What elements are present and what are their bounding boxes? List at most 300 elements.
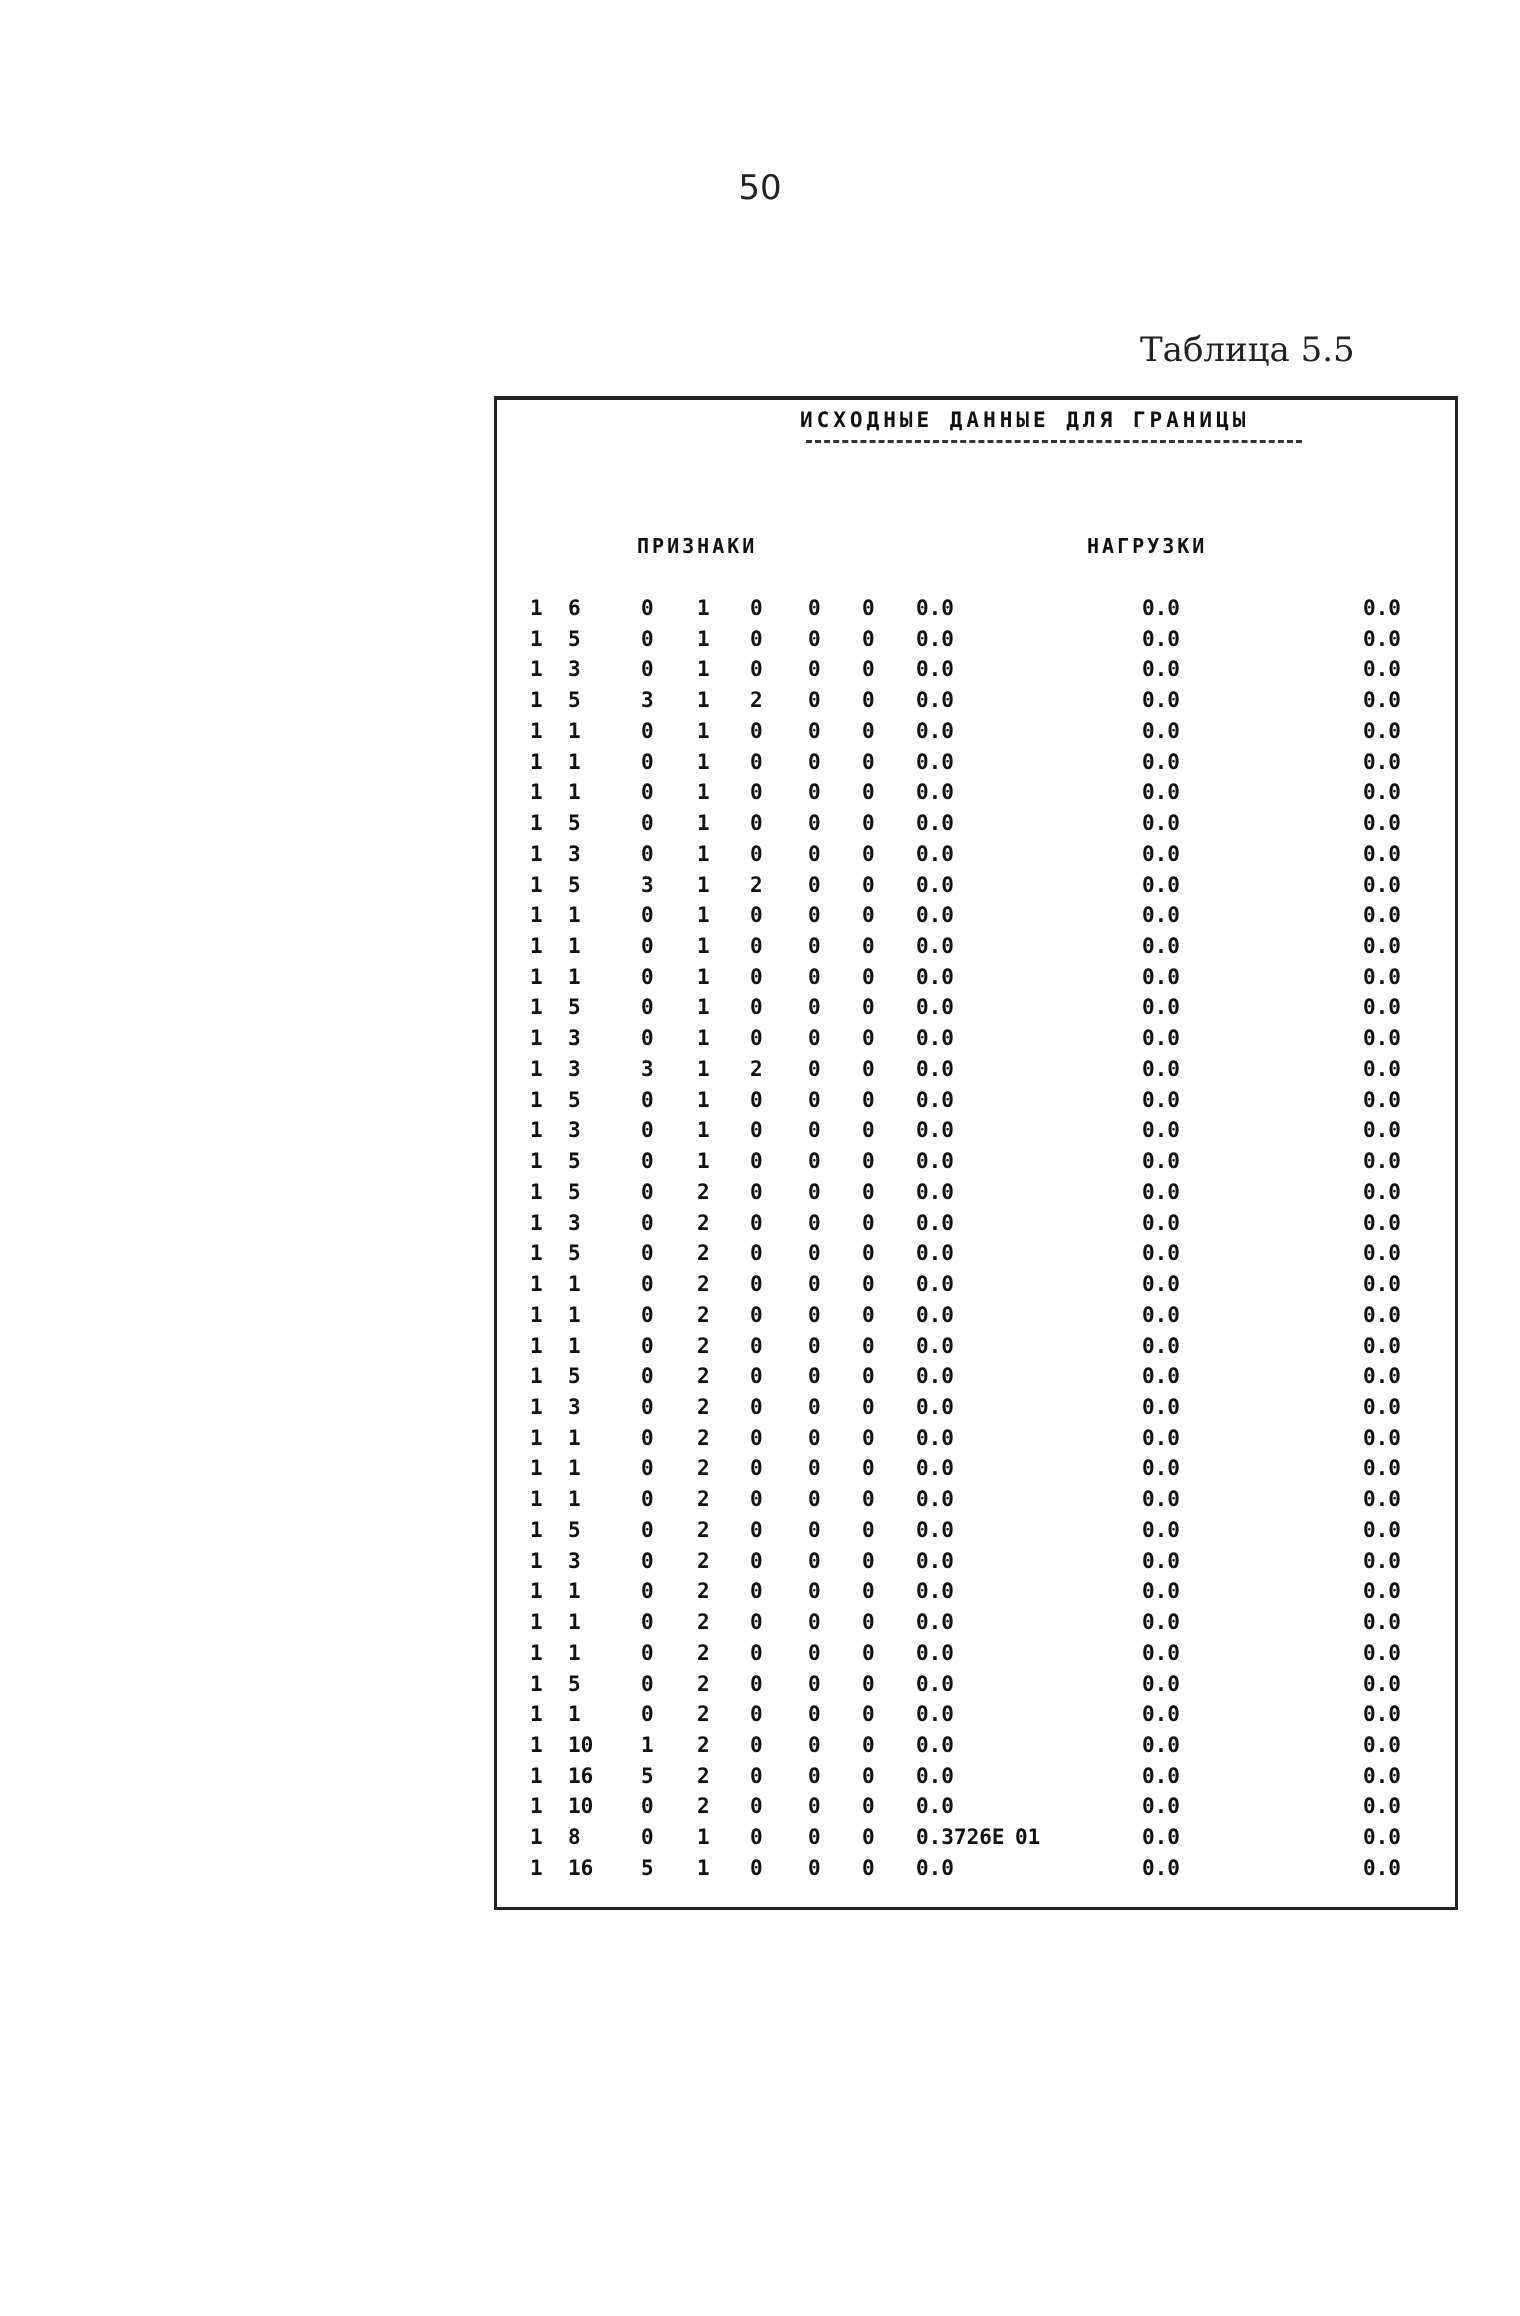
- table-cell: 0.0: [1142, 1333, 1180, 1358]
- table-cell: 0.0: [1142, 1241, 1180, 1266]
- table-cell: 3: [641, 872, 654, 897]
- table-cell: 2: [697, 1210, 710, 1235]
- table-cell: 1: [530, 1056, 543, 1081]
- table-cell: 0.0: [916, 1241, 954, 1266]
- table-cell: 0: [750, 1272, 763, 1297]
- table-cell: 0.0: [1363, 1425, 1401, 1450]
- table-cell: 0.0: [916, 841, 954, 866]
- table-cell: 0: [862, 626, 875, 651]
- table-cell: 1: [530, 1425, 543, 1450]
- table-cell: 0: [808, 1548, 821, 1573]
- table-cell: 0: [641, 1149, 654, 1174]
- table-cell: 0.0: [1363, 1763, 1401, 1788]
- table-cell: 3: [568, 1210, 581, 1235]
- table-cell: 0.0: [916, 811, 954, 836]
- table-cell: 1: [530, 1456, 543, 1481]
- table-cell: 0: [750, 780, 763, 805]
- table-cell: 0.0: [1363, 596, 1401, 620]
- table-cell: 2: [697, 1548, 710, 1573]
- table-cell: 0.0: [916, 1548, 954, 1573]
- table-cell: 3: [568, 1394, 581, 1419]
- table-cell: 1: [530, 811, 543, 836]
- table-cell: 0.0: [1363, 718, 1401, 743]
- table-cell: 1: [530, 1210, 543, 1235]
- table-cell: 0: [750, 841, 763, 866]
- table-cell: 0.0: [1363, 1640, 1401, 1665]
- table-row: [0, 777, 1520, 807]
- table-cell: 0: [641, 626, 654, 651]
- table-cell: 1: [530, 1394, 543, 1419]
- table-cell: 0: [862, 1794, 875, 1819]
- table-cell: 1: [530, 657, 543, 682]
- table-cell: 0.0: [916, 1702, 954, 1727]
- table-cell: 0.0: [1142, 1364, 1180, 1389]
- table-cell: 5: [568, 1241, 581, 1266]
- table-cell: 0.0: [1363, 1794, 1401, 1819]
- table-cell: 2: [697, 1241, 710, 1266]
- table-cell: 0.0: [1363, 1394, 1401, 1419]
- table-cell: 0.0: [916, 995, 954, 1020]
- table-cell: 0: [808, 903, 821, 928]
- table-cell: 0: [641, 1517, 654, 1542]
- table-cell: 16: [568, 1763, 594, 1788]
- table-cell: 2: [697, 1671, 710, 1696]
- table-cell: 1: [568, 1425, 581, 1450]
- table-cell: 2: [697, 1425, 710, 1450]
- table-cell: 0.0: [1363, 934, 1401, 959]
- table-cell: 0: [808, 1456, 821, 1481]
- table-cell: 0.0: [916, 657, 954, 682]
- table-cell: 1: [641, 1733, 654, 1757]
- table-cell: 0: [750, 596, 763, 620]
- table-cell: 0: [862, 1087, 875, 1112]
- table-cell: 1: [530, 1733, 543, 1757]
- table-cell: 0.0: [916, 1855, 954, 1880]
- table-row: [0, 1453, 1520, 1483]
- table-cell: 5: [568, 1087, 581, 1112]
- table-cell: 3: [568, 1056, 581, 1081]
- table-cell: 0: [862, 1579, 875, 1604]
- table-cell: 0: [750, 1855, 763, 1880]
- table-cell: 0: [862, 1548, 875, 1573]
- table-cell: 1: [568, 1579, 581, 1604]
- table-cell: 0.0: [1363, 1056, 1401, 1081]
- table-cell: 0.0: [1363, 1456, 1401, 1481]
- table-cell: 1: [530, 872, 543, 897]
- table-row: [0, 1638, 1520, 1668]
- table-row: [0, 1054, 1520, 1084]
- table-cell: 0: [750, 626, 763, 651]
- table-cell: 01: [1015, 1825, 1041, 1850]
- table-row: [0, 1392, 1520, 1422]
- table-cell: 0: [862, 1149, 875, 1174]
- table-cell: 1: [697, 626, 710, 651]
- table-cell: 1: [530, 596, 543, 620]
- table-cell: 0: [641, 964, 654, 989]
- table-cell: 0.0: [916, 1210, 954, 1235]
- table-cell: 0: [808, 1763, 821, 1788]
- table-cell: 0: [641, 1026, 654, 1051]
- table-cell: 0: [641, 841, 654, 866]
- table-row: [0, 1761, 1520, 1791]
- table-cell: 0.0: [1142, 1118, 1180, 1143]
- table-cell: 1: [530, 688, 543, 713]
- table-cell: 0.0: [1363, 1610, 1401, 1635]
- table-row: [0, 1515, 1520, 1545]
- table-cell: 1: [697, 1056, 710, 1081]
- table-cell: 1: [530, 1149, 543, 1174]
- table-cell: 0: [641, 657, 654, 682]
- table-cell: 2: [697, 1610, 710, 1635]
- table-cell: 0.0: [916, 1763, 954, 1788]
- table-cell: 0.0: [916, 626, 954, 651]
- table-cell: 0: [808, 1179, 821, 1204]
- table-cell: 0: [862, 1702, 875, 1727]
- table-cell: 1: [530, 626, 543, 651]
- table-cell: 0: [750, 1640, 763, 1665]
- table-cell: 0.0: [1142, 1548, 1180, 1573]
- table-cell: 0: [750, 811, 763, 836]
- table-row: [0, 1669, 1520, 1699]
- table-cell: 0: [862, 1671, 875, 1696]
- table-cell: 0.0: [1142, 780, 1180, 805]
- table-cell: 0: [641, 1702, 654, 1727]
- table-cell: 2: [697, 1517, 710, 1542]
- table-cell: 1: [530, 1548, 543, 1573]
- table-cell: 0.0: [1142, 749, 1180, 774]
- table-cell: 0: [808, 1026, 821, 1051]
- table-cell: 3: [568, 1026, 581, 1051]
- table-cell: 1: [530, 1087, 543, 1112]
- table-cell: 1: [697, 657, 710, 682]
- table-cell: 1: [697, 596, 710, 620]
- table-cell: 0: [862, 718, 875, 743]
- table-cell: 0: [862, 903, 875, 928]
- table-cell: 0: [641, 903, 654, 928]
- table-row: [0, 992, 1520, 1022]
- table-cell: 1: [568, 718, 581, 743]
- table-cell: 0: [808, 995, 821, 1020]
- table-cell: 5: [568, 688, 581, 713]
- table-cell: 1: [697, 1825, 710, 1850]
- table-cell: 0.0: [1363, 780, 1401, 805]
- table-cell: 2: [697, 1733, 710, 1757]
- table-cell: 0: [862, 841, 875, 866]
- table-cell: 0.0: [1363, 872, 1401, 897]
- table-cell: 1: [568, 1302, 581, 1327]
- table-cell: 0.0: [1142, 1087, 1180, 1112]
- table-cell: 0: [808, 1425, 821, 1450]
- table-cell: 0.0: [1142, 1702, 1180, 1727]
- table-cell: 1: [697, 718, 710, 743]
- table-cell: 1: [697, 1026, 710, 1051]
- table-row: [0, 685, 1520, 715]
- table-cell: 0: [808, 872, 821, 897]
- table-cell: 0: [641, 1210, 654, 1235]
- table-cell: 0: [641, 1302, 654, 1327]
- table-cell: 1: [530, 1579, 543, 1604]
- table-cell: 1: [530, 1794, 543, 1819]
- table-cell: 3: [568, 657, 581, 682]
- table-cell: 0.0: [916, 1425, 954, 1450]
- table-cell: 0.0: [1363, 1579, 1401, 1604]
- table-cell: 0.0: [916, 1456, 954, 1481]
- table-cell: 0: [750, 1517, 763, 1542]
- table-cell: 1: [568, 1487, 581, 1512]
- table-cell: 0: [641, 1548, 654, 1573]
- table-cell: 0: [808, 1733, 821, 1757]
- table-cell: 0: [808, 1210, 821, 1235]
- table-cell: 0.0: [1142, 1733, 1180, 1757]
- table-cell: 2: [750, 872, 763, 897]
- table-cell: 0: [750, 1149, 763, 1174]
- table-cell: 8: [568, 1825, 581, 1850]
- table-row: [0, 1546, 1520, 1576]
- table-cell: 0: [862, 1026, 875, 1051]
- table-cell: 0: [862, 1640, 875, 1665]
- table-cell: 1: [568, 964, 581, 989]
- table-cell: 0: [750, 1456, 763, 1481]
- table-cell: 0.0: [916, 1026, 954, 1051]
- table-cell: 2: [697, 1640, 710, 1665]
- table-cell: 0: [750, 1671, 763, 1696]
- table-cell: 0: [641, 596, 654, 620]
- table-cell: 0.0: [1363, 1179, 1401, 1204]
- table-cell: 0: [750, 1548, 763, 1573]
- table-cell: 0: [862, 934, 875, 959]
- table-cell: 0.0: [1363, 657, 1401, 682]
- table-cell: 0: [862, 596, 875, 620]
- table-cell: 0.0: [1142, 657, 1180, 682]
- table-cell: 0.0: [1142, 596, 1180, 620]
- table-cell: 0.0: [1363, 1026, 1401, 1051]
- table-cell: 1: [530, 1517, 543, 1542]
- table-cell: 3: [568, 841, 581, 866]
- table-row: [0, 1115, 1520, 1145]
- table-cell: 0: [808, 626, 821, 651]
- table-row: [0, 1085, 1520, 1115]
- table-cell: 0: [862, 688, 875, 713]
- page-number: 50: [738, 168, 782, 208]
- table-cell: 0: [641, 811, 654, 836]
- table-cell: 0: [808, 1794, 821, 1819]
- table-cell: 0: [862, 1456, 875, 1481]
- table-row: [0, 1822, 1520, 1852]
- table-cell: 2: [697, 1763, 710, 1788]
- table-cell: 1: [568, 749, 581, 774]
- table-cell: 0.0: [916, 1517, 954, 1542]
- table-cell: 5: [568, 995, 581, 1020]
- table-cell: 1: [697, 841, 710, 866]
- printout-title: ИСХОДНЫЕ ДАННЫЕ ДЛЯ ГРАНИЦЫ: [800, 408, 1250, 432]
- table-cell: 0: [750, 1702, 763, 1727]
- table-cell: 1: [568, 1610, 581, 1635]
- table-cell: 0: [808, 1149, 821, 1174]
- table-cell: 0: [862, 1302, 875, 1327]
- table-row: [0, 808, 1520, 838]
- table-cell: 0.0: [916, 903, 954, 928]
- table-row: [0, 1361, 1520, 1391]
- table-cell: 1: [697, 903, 710, 928]
- table-cell: 0.0: [916, 1364, 954, 1389]
- table-cell: 1: [530, 964, 543, 989]
- table-cell: 0: [808, 964, 821, 989]
- table-cell: 0: [862, 1517, 875, 1542]
- table-cell: 0: [862, 1179, 875, 1204]
- table-cell: 0: [808, 841, 821, 866]
- table-cell: 5: [568, 1517, 581, 1542]
- table-cell: 0.0: [1142, 1855, 1180, 1880]
- table-cell: 0: [862, 780, 875, 805]
- table-cell: 0.0: [916, 1671, 954, 1696]
- table-cell: 0: [750, 718, 763, 743]
- table-cell: 1: [530, 1610, 543, 1635]
- table-cell: 0: [641, 1272, 654, 1297]
- table-cell: 0.0: [916, 964, 954, 989]
- table-cell: 0: [808, 1487, 821, 1512]
- table-cell: 0.0: [916, 1302, 954, 1327]
- table-label: Таблица 5.5: [1140, 330, 1355, 370]
- table-row: [0, 1238, 1520, 1268]
- table-cell: 0.0: [1142, 1394, 1180, 1419]
- table-row: [0, 654, 1520, 684]
- table-cell: 0: [750, 903, 763, 928]
- table-cell: 1: [530, 1241, 543, 1266]
- table-cell: 0: [808, 1640, 821, 1665]
- table-cell: 0: [808, 1825, 821, 1850]
- table-cell: 0: [641, 1179, 654, 1204]
- table-cell: 0: [641, 1394, 654, 1419]
- table-cell: 0.0: [916, 1087, 954, 1112]
- table-cell: 0: [641, 1364, 654, 1389]
- table-row: [0, 931, 1520, 961]
- table-cell: 1: [697, 749, 710, 774]
- table-cell: 0: [808, 1333, 821, 1358]
- table-cell: 0: [862, 657, 875, 682]
- table-cell: 0: [862, 1825, 875, 1850]
- table-cell: 1: [530, 1333, 543, 1358]
- table-cell: 0: [862, 872, 875, 897]
- table-cell: 0.0: [916, 596, 954, 620]
- table-cell: 0: [641, 1610, 654, 1635]
- table-row: [0, 624, 1520, 654]
- table-cell: 0: [641, 1425, 654, 1450]
- table-cell: 0: [808, 1517, 821, 1542]
- table-cell: 1: [530, 749, 543, 774]
- table-cell: 0: [750, 1026, 763, 1051]
- table-cell: 0: [641, 1118, 654, 1143]
- table-cell: 0.0: [1142, 1579, 1180, 1604]
- table-cell: 0: [750, 657, 763, 682]
- table-cell: 0.0: [1363, 1272, 1401, 1297]
- table-cell: 0: [750, 995, 763, 1020]
- table-cell: 5: [568, 872, 581, 897]
- table-cell: 0.0: [1142, 688, 1180, 713]
- table-cell: 10: [568, 1794, 594, 1819]
- table-cell: 0: [862, 749, 875, 774]
- table-cell: 0.0: [1142, 1487, 1180, 1512]
- table-cell: 0.0: [1363, 749, 1401, 774]
- table-cell: 1: [530, 1825, 543, 1850]
- table-cell: 0.0: [916, 1333, 954, 1358]
- table-cell: 1: [530, 1364, 543, 1389]
- table-cell: 0.0: [916, 780, 954, 805]
- table-cell: 2: [697, 1333, 710, 1358]
- table-row: [0, 1023, 1520, 1053]
- table-cell: 0.0: [1142, 1794, 1180, 1819]
- table-cell: 0.0: [1363, 626, 1401, 651]
- table-row: [0, 1699, 1520, 1729]
- table-cell: 0.0: [1142, 1610, 1180, 1635]
- table-cell: 0.0: [1142, 903, 1180, 928]
- table-cell: 3: [641, 1056, 654, 1081]
- table-cell: 0.0: [1363, 688, 1401, 713]
- table-cell: 2: [697, 1456, 710, 1481]
- table-cell: 0: [808, 1087, 821, 1112]
- table-cell: 0: [641, 1456, 654, 1481]
- table-cell: 0.0: [1142, 626, 1180, 651]
- table-cell: 5: [641, 1855, 654, 1880]
- table-row: [0, 1300, 1520, 1330]
- table-row: [0, 1146, 1520, 1176]
- table-cell: 0.0: [916, 872, 954, 897]
- table-cell: 0.0: [1363, 1671, 1401, 1696]
- table-cell: 0: [808, 1118, 821, 1143]
- table-cell: 0: [750, 1794, 763, 1819]
- table-cell: 0.0: [1142, 995, 1180, 1020]
- table-cell: 0.0: [1142, 1210, 1180, 1235]
- table-cell: 0: [750, 1733, 763, 1757]
- table-cell: 0: [808, 934, 821, 959]
- table-cell: 0.0: [916, 688, 954, 713]
- table-cell: 0: [750, 1610, 763, 1635]
- table-cell: 0.0: [1142, 1517, 1180, 1542]
- table-cell: 1: [530, 1487, 543, 1512]
- table-cell: 2: [697, 1302, 710, 1327]
- table-cell: 1: [697, 1149, 710, 1174]
- table-cell: 0: [750, 1087, 763, 1112]
- table-cell: 1: [697, 934, 710, 959]
- table-cell: 0: [808, 657, 821, 682]
- table-cell: 0: [750, 1241, 763, 1266]
- table-cell: 0.0: [1363, 1548, 1401, 1573]
- table-cell: 2: [697, 1487, 710, 1512]
- table-cell: 0.0: [1142, 718, 1180, 743]
- table-cell: 0: [808, 1702, 821, 1727]
- table-cell: 0: [862, 811, 875, 836]
- table-row: [0, 1576, 1520, 1606]
- table-cell: 0: [750, 1425, 763, 1450]
- table-cell: 1: [530, 718, 543, 743]
- table-cell: 0.0: [1363, 1855, 1401, 1880]
- table-cell: 1: [568, 1333, 581, 1358]
- table-cell: 0.0: [916, 1394, 954, 1419]
- table-cell: 2: [697, 1579, 710, 1604]
- table-cell: 0.0: [1363, 1149, 1401, 1174]
- table-cell: 0.0: [1142, 1671, 1180, 1696]
- table-row: [0, 1853, 1520, 1883]
- table-cell: 0: [641, 1087, 654, 1112]
- table-cell: 0: [808, 780, 821, 805]
- table-cell: 0.0: [1363, 1087, 1401, 1112]
- table-cell: 0: [641, 780, 654, 805]
- table-cell: 1: [568, 1702, 581, 1727]
- table-cell: 0: [750, 1763, 763, 1788]
- table-cell: 5: [568, 626, 581, 651]
- table-cell: 0: [862, 1364, 875, 1389]
- table-cell: 1: [530, 1702, 543, 1727]
- table-cell: 0.0: [916, 1794, 954, 1819]
